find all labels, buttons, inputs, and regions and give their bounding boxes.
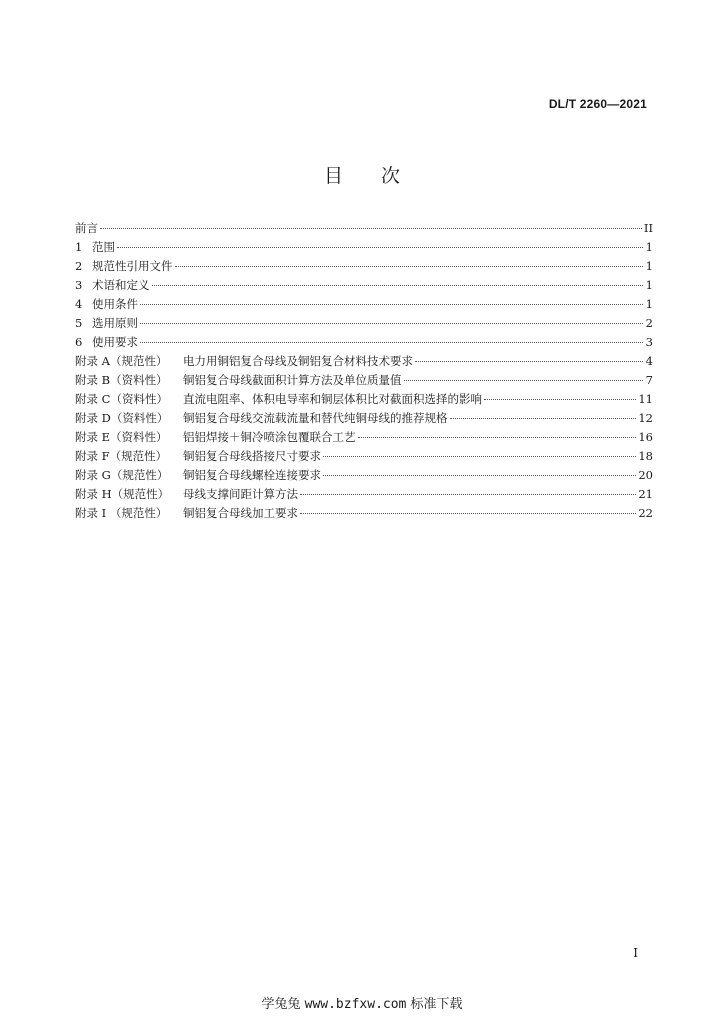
toc-entry[interactable] [75, 239, 653, 258]
toc-entry-label: 电力用铜铝复合母线及铜铝复合材料技术要求 [183, 354, 413, 368]
toc-entry-label: 选用原则 [92, 316, 138, 330]
toc-entry[interactable] [75, 277, 653, 296]
toc-entry-number: 6 [75, 335, 83, 349]
toc-entry-page: 2 [645, 316, 653, 330]
toc-entry-number: 附录 C（资料性） [75, 392, 168, 406]
toc-entry-page: 1 [645, 278, 653, 292]
toc-leader-dots [140, 342, 643, 343]
toc-entry-page: 1 [645, 259, 653, 273]
toc-entry-page: II [643, 221, 653, 235]
toc-entry-number: 5 [75, 316, 83, 330]
toc-leader-dots [140, 304, 643, 305]
toc-entry-label: 铜铝复合母线交流载流量和替代纯铜母线的推荐规格 [183, 411, 448, 425]
toc-entry-label: 直流电阻率、体积电导率和铜层体积比对截面积选择的影响 [183, 392, 482, 406]
toc-entry-page: 20 [638, 468, 653, 482]
toc-entry[interactable] [75, 429, 653, 448]
toc-entry[interactable] [75, 467, 653, 486]
toc-leader-dots [300, 494, 636, 495]
toc-leader-dots [450, 418, 637, 419]
toc-entry[interactable] [75, 391, 653, 410]
toc-entry-number: 附录 A（规范性） [75, 354, 168, 368]
toc-leader-dots [404, 380, 644, 381]
toc-leader-dots [117, 247, 643, 248]
toc-entry-number: 1 [75, 240, 83, 254]
toc-entry[interactable] [75, 353, 653, 372]
toc-entry[interactable] [75, 372, 653, 391]
footer-watermark [0, 993, 724, 1012]
toc-entry-number: 附录 D（资料性） [75, 411, 169, 425]
toc-entry-label: 铜铝复合母线截面积计算方法及单位质量值 [183, 373, 402, 387]
toc-entry[interactable] [75, 410, 653, 429]
toc-entry[interactable] [75, 220, 653, 239]
toc-entry-label: 母线支撑间距计算方法 [183, 487, 298, 501]
toc-leader-dots [484, 399, 636, 400]
page-title: 目 次 [323, 165, 400, 187]
toc-entry[interactable] [75, 296, 653, 315]
toc-entry-number: 2 [75, 259, 83, 273]
toc-entry-number: 4 [75, 297, 83, 311]
toc-entry-label: 铜铝复合母线搭接尺寸要求 [183, 449, 321, 463]
toc-entry-number: 附录 I （规范性） [75, 506, 168, 520]
toc-entry-page: 1 [645, 240, 653, 254]
toc-leader-dots [175, 266, 644, 267]
footer-url[interactable]: www.bzfxw.com [304, 997, 407, 1012]
toc-leader-dots [323, 475, 636, 476]
toc-entry-page: 16 [638, 430, 653, 444]
toc-entry-number: 附录 H（规范性） [75, 487, 170, 501]
toc-entry[interactable] [75, 258, 653, 277]
toc-entry-label: 前言 [75, 221, 98, 235]
toc-entry[interactable] [75, 334, 653, 353]
toc-entry-label: 使用条件 [92, 297, 138, 311]
table-of-contents [75, 220, 653, 524]
toc-entry-label: 术语和定义 [92, 278, 150, 292]
toc-entry-label: 规范性引用文件 [92, 259, 173, 273]
toc-entry-page: 3 [645, 335, 653, 349]
toc-entry-label: 使用要求 [92, 335, 138, 349]
toc-leader-dots [152, 285, 644, 286]
toc-entry-page: 18 [638, 449, 653, 463]
toc-leader-dots [323, 456, 636, 457]
toc-entry-label: 铜铝复合母线螺栓连接要求 [183, 468, 321, 482]
toc-entry[interactable] [75, 448, 653, 467]
toc-entry-page: 1 [645, 297, 653, 311]
toc-entry[interactable] [75, 505, 653, 524]
toc-entry-page: 7 [645, 373, 653, 387]
toc-leader-dots [300, 513, 636, 514]
toc-entry-number: 附录 E（资料性） [75, 430, 168, 444]
toc-entry-page: 21 [638, 487, 653, 501]
toc-entry-page: 12 [638, 411, 653, 425]
toc-entry-label: 铝铝焊接＋铜冷喷涂包覆联合工艺 [183, 430, 356, 444]
footer-site-name: 学兔兔 [261, 997, 301, 1012]
toc-entry-number: 3 [75, 278, 83, 292]
toc-entry[interactable] [75, 315, 653, 334]
toc-entry-label: 范围 [92, 240, 115, 254]
toc-leader-dots [140, 323, 643, 324]
toc-entry-page: 4 [645, 354, 653, 368]
toc-leader-dots [358, 437, 637, 438]
toc-entry-number: 附录 G（规范性） [75, 468, 169, 482]
page-number: I [633, 946, 638, 960]
footer-tagline: 标准下载 [410, 997, 463, 1012]
document-code: DL/T 2260—2021 [548, 97, 647, 111]
toc-entry-number: 附录 F（规范性） [75, 449, 168, 463]
toc-entry-page: 11 [638, 392, 653, 406]
toc-leader-dots [415, 361, 643, 362]
toc-entry-label: 铜铝复合母线加工要求 [183, 506, 298, 520]
toc-entry-page: 22 [638, 506, 653, 520]
toc-leader-dots [100, 228, 642, 229]
toc-entry-number: 附录 B（资料性） [75, 373, 168, 387]
toc-entry[interactable] [75, 486, 653, 505]
